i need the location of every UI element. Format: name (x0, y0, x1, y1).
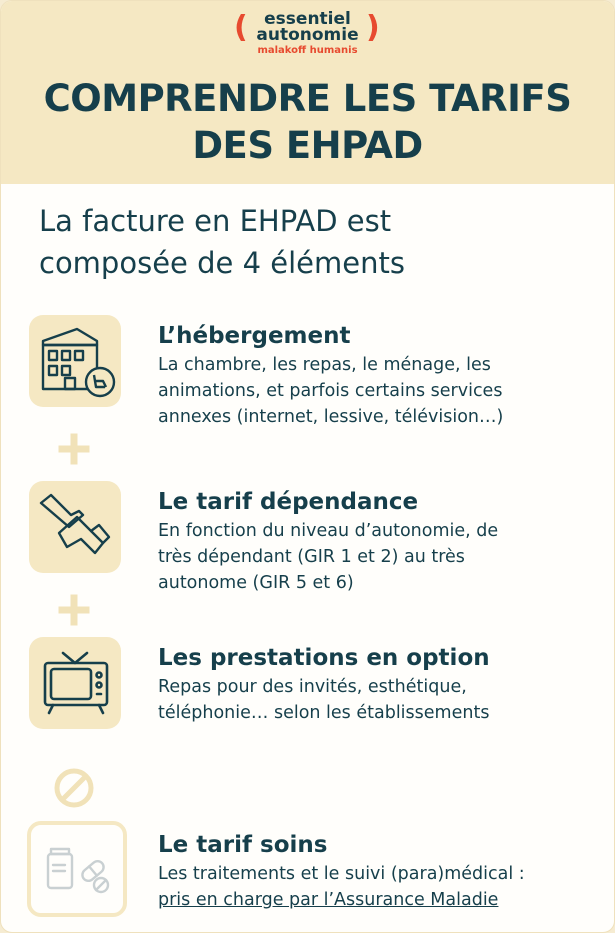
subtitle-line1: La facture en EHPAD est (39, 204, 392, 238)
desc-line: Les traitements et le suivi (para)médical : (158, 864, 525, 884)
logo-paren-left: ( (234, 10, 248, 45)
item-soins-title: Le tarif soins (158, 832, 328, 858)
desc-line: très dépendant (GIR 1 et 2) au très (158, 547, 465, 567)
desc-line: autonome (GIR 5 et 6) (158, 573, 354, 593)
desc-line: En fonction du niveau d’autonomie, de (158, 521, 499, 541)
item-hebergement-title: L’hébergement (158, 323, 351, 349)
logo (1, 11, 614, 56)
item-prestations-desc (158, 674, 608, 726)
subtitle-line2: composée de 4 éléments (39, 246, 405, 280)
logo-paren-right: ) (366, 10, 380, 45)
title-line1: COMPRENDRE LES TARIFS (43, 77, 572, 120)
tv-icon (29, 637, 121, 729)
item-hebergement-desc (158, 352, 608, 430)
item-soins-desc (158, 861, 608, 913)
desc-line: téléphonie… selon les établissements (158, 703, 490, 723)
logo-line2: autonomie (256, 25, 359, 45)
header (1, 1, 614, 184)
logo-line3: malakoff humanis (257, 45, 358, 56)
item-dependance-desc (158, 518, 608, 596)
title-line2: DES EHPAD (192, 124, 423, 167)
plus-icon (56, 592, 92, 628)
item-prestations-title: Les prestations en option (158, 645, 490, 671)
not-included-icon (53, 767, 95, 809)
helping-hands-icon (29, 481, 121, 573)
desc-line: La chambre, les repas, le ménage, les (158, 355, 491, 375)
building-icon (29, 315, 121, 407)
plus-icon (56, 431, 92, 467)
logo-line1: essentiel (264, 9, 351, 29)
item-dependance-title: Le tarif dépendance (158, 489, 419, 515)
desc-line: annexes (internet, lessive, télévision…) (158, 407, 504, 427)
desc-line: Repas pour des invités, esthétique, (158, 677, 467, 697)
subtitle (39, 200, 579, 284)
desc-line: animations, et parfois certains services (158, 381, 503, 401)
page-title (1, 75, 614, 169)
assurance-maladie-link[interactable]: pris en charge par l’Assurance Maladie (158, 890, 499, 910)
medication-icon (27, 821, 127, 917)
